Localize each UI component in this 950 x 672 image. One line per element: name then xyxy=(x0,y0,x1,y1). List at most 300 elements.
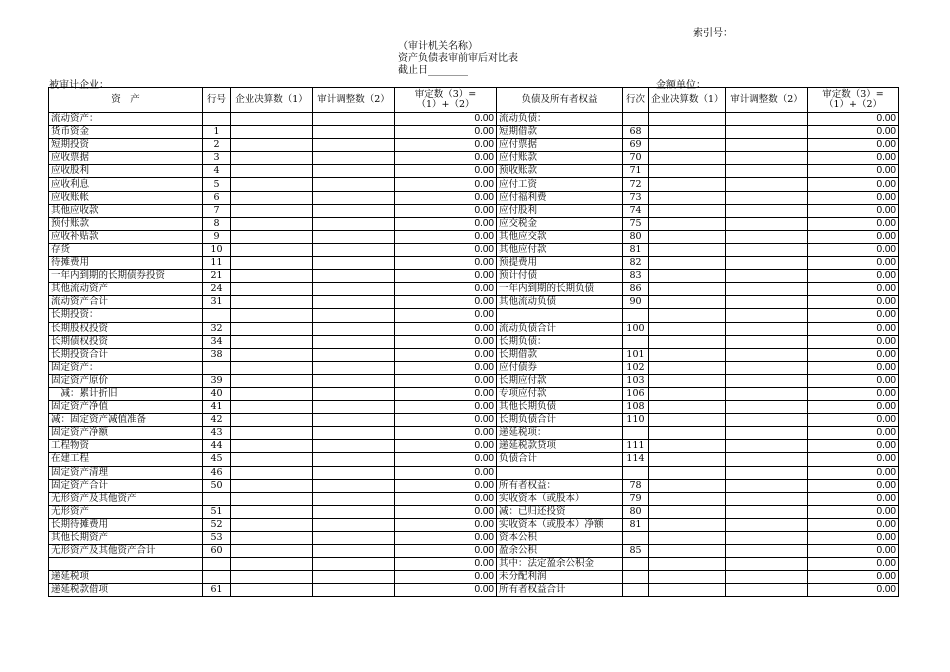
asset-audited-value: 0.00 xyxy=(395,361,497,374)
asset-name: 固定资产净值 xyxy=(49,401,203,414)
liability-audited-value: 0.00 xyxy=(808,505,899,518)
liability-adjustment-value xyxy=(726,584,808,597)
asset-audited-value: 0.00 xyxy=(395,191,497,204)
liability-audited-value: 0.00 xyxy=(808,558,899,571)
liability-adjustment-value xyxy=(726,243,808,256)
asset-adjustment-value xyxy=(313,571,395,584)
liability-name: 应付股利 xyxy=(497,204,623,217)
asset-name: 固定资产原价 xyxy=(49,374,203,387)
page-title: 资产负债表审前审后对比表 xyxy=(398,53,518,64)
liability-line-number: 70 xyxy=(623,152,649,165)
liability-reported-value xyxy=(649,243,726,256)
asset-name: 预付账款 xyxy=(49,217,203,230)
asset-adjustment-value xyxy=(313,152,395,165)
asset-line-number: 11 xyxy=(203,257,231,270)
table-row xyxy=(49,361,899,374)
asset-name: 递延税项 xyxy=(49,571,203,584)
table-row xyxy=(49,113,899,126)
liability-reported-value xyxy=(649,335,726,348)
asset-audited-value: 0.00 xyxy=(395,387,497,400)
asset-adjustment-value xyxy=(313,270,395,283)
asset-reported-value xyxy=(231,204,313,217)
liability-adjustment-value xyxy=(726,217,808,230)
liability-reported-value xyxy=(649,283,726,296)
asset-line-number xyxy=(203,571,231,584)
liability-name: 短期借款 xyxy=(497,126,623,139)
asset-line-number: 38 xyxy=(203,348,231,361)
liability-reported-value xyxy=(649,348,726,361)
liability-reported-value xyxy=(649,505,726,518)
col-liability-audited: 审定数（3）=（1）+（2） xyxy=(808,88,899,113)
asset-audited-value: 0.00 xyxy=(395,558,497,571)
asset-audited-value: 0.00 xyxy=(395,139,497,152)
asset-reported-value xyxy=(231,505,313,518)
asset-name: 工程物资 xyxy=(49,440,203,453)
liability-reported-value xyxy=(649,518,726,531)
cutoff-date-label: 截止日________ xyxy=(398,65,468,76)
liability-adjustment-value xyxy=(726,401,808,414)
asset-line-number xyxy=(203,492,231,505)
liability-reported-value xyxy=(649,296,726,309)
asset-reported-value xyxy=(231,518,313,531)
asset-line-number: 3 xyxy=(203,152,231,165)
asset-reported-value xyxy=(231,178,313,191)
asset-adjustment-value xyxy=(313,440,395,453)
liability-reported-value xyxy=(649,387,726,400)
asset-audited-value: 0.00 xyxy=(395,532,497,545)
liability-name: 长期应付款 xyxy=(497,374,623,387)
table-row xyxy=(49,532,899,545)
asset-line-number: 51 xyxy=(203,505,231,518)
asset-reported-value xyxy=(231,545,313,558)
liability-reported-value xyxy=(649,466,726,479)
liability-adjustment-value xyxy=(726,518,808,531)
asset-name: 递延税款借项 xyxy=(49,584,203,597)
table-row xyxy=(49,479,899,492)
table-row xyxy=(49,191,899,204)
asset-reported-value xyxy=(231,335,313,348)
asset-name: 固定资产清理 xyxy=(49,466,203,479)
asset-reported-value xyxy=(231,322,313,335)
liability-adjustment-value xyxy=(726,191,808,204)
asset-reported-value xyxy=(231,113,313,126)
asset-adjustment-value xyxy=(313,584,395,597)
asset-line-number xyxy=(203,558,231,571)
liability-line-number: 108 xyxy=(623,401,649,414)
asset-reported-value xyxy=(231,270,313,283)
liability-audited-value: 0.00 xyxy=(808,257,899,270)
asset-name: 应收补贴款 xyxy=(49,230,203,243)
index-number-label: 索引号： xyxy=(693,28,733,39)
asset-adjustment-value xyxy=(313,479,395,492)
liability-audited-value: 0.00 xyxy=(808,152,899,165)
liability-reported-value xyxy=(649,204,726,217)
table-row xyxy=(49,466,899,479)
liability-name: 资本公积 xyxy=(497,532,623,545)
asset-line-number xyxy=(203,309,231,322)
liability-line-number: 80 xyxy=(623,505,649,518)
table-row xyxy=(49,243,899,256)
asset-line-number: 43 xyxy=(203,427,231,440)
liability-reported-value xyxy=(649,322,726,335)
liability-reported-value xyxy=(649,165,726,178)
asset-reported-value xyxy=(231,126,313,139)
liability-adjustment-value xyxy=(726,571,808,584)
liability-name: 长期负债： xyxy=(497,335,623,348)
liability-line-number xyxy=(623,309,649,322)
liability-reported-value xyxy=(649,361,726,374)
liability-line-number xyxy=(623,427,649,440)
liability-adjustment-value xyxy=(726,492,808,505)
liability-name: 应付账款 xyxy=(497,152,623,165)
liability-name: 预提费用 xyxy=(497,257,623,270)
liability-adjustment-value xyxy=(726,479,808,492)
table-row xyxy=(49,414,899,427)
table-row xyxy=(49,571,899,584)
liability-line-number: 69 xyxy=(623,139,649,152)
liability-line-number: 85 xyxy=(623,545,649,558)
asset-reported-value xyxy=(231,479,313,492)
table-row xyxy=(49,309,899,322)
liability-name: 所有者权益合计 xyxy=(497,584,623,597)
liability-name: 其他流动负债 xyxy=(497,296,623,309)
liability-audited-value: 0.00 xyxy=(808,453,899,466)
col-liability-line: 行次 xyxy=(623,88,649,113)
asset-line-number xyxy=(203,361,231,374)
asset-name: 长期投资： xyxy=(49,309,203,322)
asset-adjustment-value xyxy=(313,283,395,296)
asset-audited-value: 0.00 xyxy=(395,113,497,126)
liability-line-number: 110 xyxy=(623,414,649,427)
liability-reported-value xyxy=(649,139,726,152)
liability-audited-value: 0.00 xyxy=(808,532,899,545)
asset-adjustment-value xyxy=(313,492,395,505)
liability-reported-value xyxy=(649,126,726,139)
asset-adjustment-value xyxy=(313,178,395,191)
asset-line-number: 8 xyxy=(203,217,231,230)
asset-line-number: 2 xyxy=(203,139,231,152)
asset-reported-value xyxy=(231,387,313,400)
liability-audited-value: 0.00 xyxy=(808,283,899,296)
liability-audited-value: 0.00 xyxy=(808,126,899,139)
asset-name: 应收账帐 xyxy=(49,191,203,204)
liability-name: 流动负债： xyxy=(497,113,623,126)
liability-adjustment-value xyxy=(726,283,808,296)
asset-line-number: 7 xyxy=(203,204,231,217)
asset-line-number: 5 xyxy=(203,178,231,191)
asset-line-number: 4 xyxy=(203,165,231,178)
asset-audited-value: 0.00 xyxy=(395,230,497,243)
liability-name: 专项应付款 xyxy=(497,387,623,400)
liability-name: 其他应付款 xyxy=(497,243,623,256)
liability-audited-value: 0.00 xyxy=(808,243,899,256)
table-row xyxy=(49,584,899,597)
liability-audited-value: 0.00 xyxy=(808,414,899,427)
table-row xyxy=(49,401,899,414)
col-asset-adjustment: 审计调整数（2） xyxy=(313,88,395,113)
col-liability-reported: 企业决算数（1） xyxy=(649,88,726,113)
asset-reported-value xyxy=(231,139,313,152)
liability-line-number: 100 xyxy=(623,322,649,335)
table-row xyxy=(49,492,899,505)
liability-reported-value xyxy=(649,309,726,322)
liability-name: 一年内到期的长期负债 xyxy=(497,283,623,296)
liability-name: 应付债券 xyxy=(497,361,623,374)
asset-name: 在建工程 xyxy=(49,453,203,466)
asset-audited-value: 0.00 xyxy=(395,217,497,230)
liability-reported-value xyxy=(649,545,726,558)
asset-adjustment-value xyxy=(313,322,395,335)
liability-adjustment-value xyxy=(726,113,808,126)
liability-name: 预收账款 xyxy=(497,165,623,178)
asset-line-number: 39 xyxy=(203,374,231,387)
liability-line-number: 73 xyxy=(623,191,649,204)
asset-adjustment-value xyxy=(313,191,395,204)
asset-line-number: 45 xyxy=(203,453,231,466)
asset-audited-value: 0.00 xyxy=(395,309,497,322)
liability-audited-value: 0.00 xyxy=(808,348,899,361)
asset-name: 长期股权投资 xyxy=(49,322,203,335)
liability-audited-value: 0.00 xyxy=(808,584,899,597)
liability-line-number: 72 xyxy=(623,178,649,191)
asset-name: 固定资产： xyxy=(49,361,203,374)
asset-adjustment-value xyxy=(313,335,395,348)
asset-audited-value: 0.00 xyxy=(395,479,497,492)
liability-audited-value: 0.00 xyxy=(808,387,899,400)
liability-adjustment-value xyxy=(726,374,808,387)
asset-audited-value: 0.00 xyxy=(395,440,497,453)
liability-line-number: 79 xyxy=(623,492,649,505)
table-row xyxy=(49,283,899,296)
asset-name xyxy=(49,558,203,571)
table-row xyxy=(49,139,899,152)
asset-reported-value xyxy=(231,453,313,466)
asset-line-number: 1 xyxy=(203,126,231,139)
asset-audited-value: 0.00 xyxy=(395,335,497,348)
asset-name: 减：固定资产减值准备 xyxy=(49,414,203,427)
liability-line-number: 75 xyxy=(623,217,649,230)
liability-name: 所有者权益： xyxy=(497,479,623,492)
liability-reported-value xyxy=(649,427,726,440)
asset-adjustment-value xyxy=(313,348,395,361)
table-row xyxy=(49,558,899,571)
liability-name: 长期负债合计 xyxy=(497,414,623,427)
asset-name: 货币资金 xyxy=(49,126,203,139)
asset-reported-value xyxy=(231,217,313,230)
asset-audited-value: 0.00 xyxy=(395,178,497,191)
asset-audited-value: 0.00 xyxy=(395,270,497,283)
asset-line-number: 40 xyxy=(203,387,231,400)
liability-audited-value: 0.00 xyxy=(808,322,899,335)
asset-adjustment-value xyxy=(313,387,395,400)
liability-name: 负债合计 xyxy=(497,453,623,466)
liability-line-number: 86 xyxy=(623,283,649,296)
liability-reported-value xyxy=(649,401,726,414)
liability-reported-value xyxy=(649,453,726,466)
asset-audited-value: 0.00 xyxy=(395,518,497,531)
asset-line-number: 9 xyxy=(203,230,231,243)
asset-audited-value: 0.00 xyxy=(395,296,497,309)
liability-reported-value xyxy=(649,152,726,165)
liability-line-number: 81 xyxy=(623,243,649,256)
table-row xyxy=(49,518,899,531)
liability-audited-value: 0.00 xyxy=(808,545,899,558)
liability-audited-value: 0.00 xyxy=(808,296,899,309)
asset-reported-value xyxy=(231,296,313,309)
liability-line-number: 68 xyxy=(623,126,649,139)
table-row xyxy=(49,270,899,283)
asset-adjustment-value xyxy=(313,361,395,374)
liability-reported-value xyxy=(649,558,726,571)
asset-adjustment-value xyxy=(313,505,395,518)
asset-adjustment-value xyxy=(313,309,395,322)
liability-adjustment-value xyxy=(726,204,808,217)
liability-name: 实收资本（或股本）净额 xyxy=(497,518,623,531)
table-row xyxy=(49,165,899,178)
asset-reported-value xyxy=(231,584,313,597)
liability-audited-value: 0.00 xyxy=(808,374,899,387)
asset-name: 其他流动资产 xyxy=(49,283,203,296)
asset-audited-value: 0.00 xyxy=(395,257,497,270)
liability-line-number xyxy=(623,335,649,348)
col-liability: 负债及所有者权益 xyxy=(497,88,623,113)
asset-adjustment-value xyxy=(313,532,395,545)
table-row xyxy=(49,387,899,400)
asset-reported-value xyxy=(231,558,313,571)
asset-reported-value xyxy=(231,414,313,427)
liability-reported-value xyxy=(649,178,726,191)
liability-adjustment-value xyxy=(726,453,808,466)
asset-audited-value: 0.00 xyxy=(395,492,497,505)
liability-name: 长期借款 xyxy=(497,348,623,361)
liability-reported-value xyxy=(649,414,726,427)
amount-unit-label: 金额单位： xyxy=(656,80,706,91)
asset-line-number: 60 xyxy=(203,545,231,558)
liability-audited-value: 0.00 xyxy=(808,427,899,440)
balance-sheet-table xyxy=(48,87,899,597)
liability-reported-value xyxy=(649,479,726,492)
table-row xyxy=(49,374,899,387)
asset-audited-value: 0.00 xyxy=(395,283,497,296)
asset-name: 待摊费用 xyxy=(49,257,203,270)
asset-reported-value xyxy=(231,492,313,505)
liability-line-number: 106 xyxy=(623,387,649,400)
liability-line-number xyxy=(623,466,649,479)
asset-audited-value: 0.00 xyxy=(395,152,497,165)
col-liability-adjustment: 审计调整数（2） xyxy=(726,88,808,113)
liability-audited-value: 0.00 xyxy=(808,178,899,191)
liability-line-number: 111 xyxy=(623,440,649,453)
asset-audited-value: 0.00 xyxy=(395,348,497,361)
asset-audited-value: 0.00 xyxy=(395,204,497,217)
liability-reported-value xyxy=(649,217,726,230)
liability-name xyxy=(497,466,623,479)
liability-adjustment-value xyxy=(726,270,808,283)
liability-name: 预计付债 xyxy=(497,270,623,283)
asset-line-number: 44 xyxy=(203,440,231,453)
liability-reported-value xyxy=(649,374,726,387)
liability-line-number: 103 xyxy=(623,374,649,387)
table-row xyxy=(49,204,899,217)
asset-reported-value xyxy=(231,309,313,322)
asset-audited-value: 0.00 xyxy=(395,414,497,427)
asset-audited-value: 0.00 xyxy=(395,505,497,518)
liability-adjustment-value xyxy=(726,348,808,361)
asset-audited-value: 0.00 xyxy=(395,427,497,440)
asset-adjustment-value xyxy=(313,374,395,387)
liability-adjustment-value xyxy=(726,427,808,440)
liability-name: 应付工资 xyxy=(497,178,623,191)
liability-reported-value xyxy=(649,492,726,505)
asset-reported-value xyxy=(231,427,313,440)
liability-name: 应付福利费 xyxy=(497,191,623,204)
liability-adjustment-value xyxy=(726,178,808,191)
liability-audited-value: 0.00 xyxy=(808,401,899,414)
col-asset-reported: 企业决算数（1） xyxy=(231,88,313,113)
asset-adjustment-value xyxy=(313,204,395,217)
asset-line-number: 53 xyxy=(203,532,231,545)
asset-adjustment-value xyxy=(313,165,395,178)
liability-line-number: 82 xyxy=(623,257,649,270)
liability-audited-value: 0.00 xyxy=(808,361,899,374)
liability-adjustment-value xyxy=(726,139,808,152)
asset-name: 无形资产及其他资产合计 xyxy=(49,545,203,558)
liability-adjustment-value xyxy=(726,440,808,453)
liability-name: 其他长期负债 xyxy=(497,401,623,414)
liability-adjustment-value xyxy=(726,335,808,348)
asset-reported-value xyxy=(231,401,313,414)
liability-reported-value xyxy=(649,532,726,545)
liability-line-number: 90 xyxy=(623,296,649,309)
liability-adjustment-value xyxy=(726,165,808,178)
asset-adjustment-value xyxy=(313,257,395,270)
asset-adjustment-value xyxy=(313,230,395,243)
asset-audited-value: 0.00 xyxy=(395,126,497,139)
table-row xyxy=(49,230,899,243)
liability-adjustment-value xyxy=(726,532,808,545)
liability-line-number xyxy=(623,571,649,584)
asset-line-number: 32 xyxy=(203,322,231,335)
table-row xyxy=(49,322,899,335)
asset-adjustment-value xyxy=(313,113,395,126)
table-row xyxy=(49,440,899,453)
liability-name: 盈余公积 xyxy=(497,545,623,558)
asset-adjustment-value xyxy=(313,427,395,440)
asset-line-number: 46 xyxy=(203,466,231,479)
asset-reported-value xyxy=(231,440,313,453)
asset-line-number: 52 xyxy=(203,518,231,531)
liability-adjustment-value xyxy=(726,505,808,518)
liability-audited-value: 0.00 xyxy=(808,479,899,492)
liability-audited-value: 0.00 xyxy=(808,113,899,126)
asset-reported-value xyxy=(231,348,313,361)
col-asset: 资 产 xyxy=(49,88,203,113)
liability-audited-value: 0.00 xyxy=(808,139,899,152)
asset-name: 存货 xyxy=(49,243,203,256)
liability-line-number: 78 xyxy=(623,479,649,492)
liability-audited-value: 0.00 xyxy=(808,518,899,531)
asset-line-number: 41 xyxy=(203,401,231,414)
asset-name: 固定资产合计 xyxy=(49,479,203,492)
liability-audited-value: 0.00 xyxy=(808,309,899,322)
liability-adjustment-value xyxy=(726,414,808,427)
asset-adjustment-value xyxy=(313,466,395,479)
liability-line-number xyxy=(623,558,649,571)
liability-line-number: 114 xyxy=(623,453,649,466)
asset-line-number: 31 xyxy=(203,296,231,309)
table-row xyxy=(49,178,899,191)
table-header-row xyxy=(49,88,899,113)
